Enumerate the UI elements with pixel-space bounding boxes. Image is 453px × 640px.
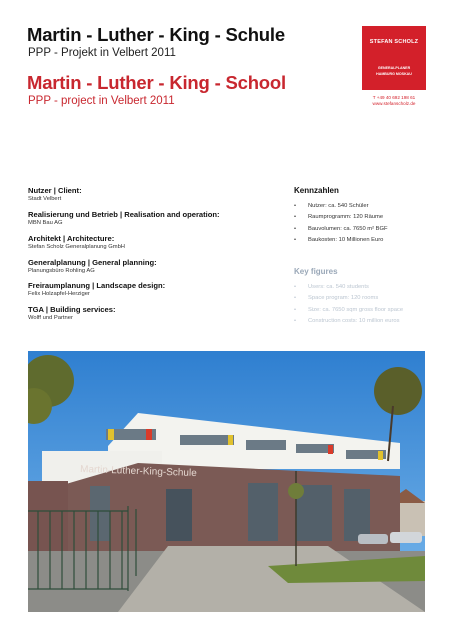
detail-heading: Nutzer | Client: [28,186,82,195]
detail-heading: Generalplanung | General planning: [28,258,157,267]
detail-heading: Architekt | Architecture: [28,234,115,243]
detail-general-planning [28,258,157,274]
list-item: • Bauvolumen: ca. 7650 m² BGF [294,224,388,235]
bullet-icon: • [294,318,297,325]
page-subtitle-german: PPP - Projekt in Velbert 2011 [28,47,176,59]
list-item: • Raumprogramm: 120 Räume [294,212,388,223]
list-item: • Baukosten: 10 Millionen Euro [294,235,388,246]
bullet-icon: • [294,214,297,221]
bullet-icon: • [294,295,297,302]
kennzahlen-list [294,201,388,247]
bullet-icon: • [294,203,297,209]
detail-client [28,186,82,202]
detail-heading: Realisierung und Betrieb | Realisation and operation: [28,210,220,219]
detail-realisation [28,210,220,226]
bullet-icon: • [294,225,297,232]
list-item: • Construction costs: 10 million euros [294,316,403,327]
detail-heading: Freiraumplanung | Landscape design: [28,281,166,290]
detail-landscape-design [28,281,165,297]
logo-brand-name: STEFAN SCHOLZ [369,39,419,45]
contact-website[interactable]: www.stefanscholz.de [372,101,416,106]
detail-heading: TGA | Building services: [28,305,116,314]
logo-locations: HAMBURG MOSKAU [376,72,412,76]
page-title-german: Martin - Luther - King - Schule [27,24,285,45]
kennzahlen-heading: Kennzahlen [294,186,339,195]
list-item: • Users: ca. 540 students [294,282,403,293]
list-item: • Nutzer: ca. 540 Schüler [294,201,388,212]
page-title-english: Martin - Luther - King - School [27,72,286,93]
detail-value: Stefan Scholz Generalplanung GmbH [28,244,125,250]
detail-value: Stadt Velbert [28,196,62,202]
detail-building-services [28,305,116,321]
company-logo [362,26,426,90]
key-figures-list [294,282,403,328]
detail-architecture [28,234,125,250]
school-building-photo [28,351,425,612]
detail-value: Felix Holzapfel-Herziger [28,291,90,297]
bullet-icon: • [294,237,297,244]
key-figures-heading: Key figures [294,267,338,276]
facade-lettering: Martin-Luther-King-Schule [79,464,197,480]
bullet-icon: • [294,306,297,313]
page-subtitle-english: PPP - project in Velbert 2011 [28,95,175,107]
contact-phone: T +49 40 692 198 61 [372,95,416,100]
detail-value: Wolff und Partner [28,315,73,321]
list-item: • Size: ca. 7650 sqm gross floor space [294,305,403,316]
logo-tagline: GENERALPLANER [377,66,411,70]
detail-value: MBN Bau AG [28,220,63,226]
list-item: • Space program: 120 rooms [294,293,403,304]
detail-value: Planungsbüro Rohling AG [28,268,95,274]
bullet-icon: • [294,284,297,290]
